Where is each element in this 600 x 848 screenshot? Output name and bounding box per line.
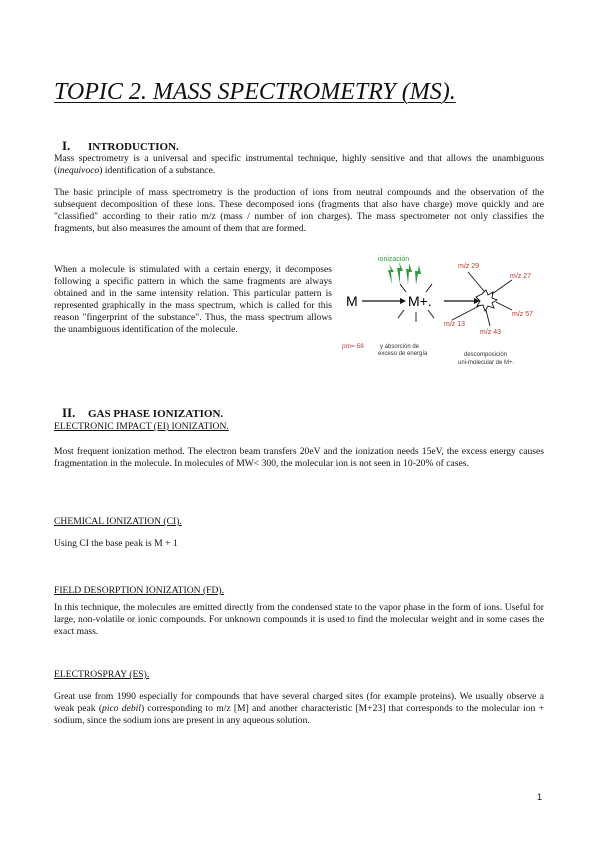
subsection-title-ci: CHEMICAL IONIZATION (CI).: [54, 516, 182, 527]
fragment-arrows: [452, 272, 512, 326]
molecular-ion-label: M+.: [408, 293, 432, 309]
section-title: INTRODUCTION.: [88, 141, 179, 153]
ionization-label: ionización: [378, 256, 410, 263]
absorption-caption-1: y absorción de: [380, 344, 420, 350]
fragment-label-27: m/z 27: [510, 273, 532, 280]
fragment-label-29: m/z 29: [458, 263, 480, 270]
intro-paragraph-2: The basic principle of mass spectrometry is the production of ions from neutral compounds and the observation of the subsequent decomposition of these ions. These decomposed ions (fragments that also have charge) move quickly and are "classified" according to their ratio m/z (mass / number of ion charges). The mass spectrometer not only classifies the fragments, but also measures the amount of them that are formed.: [54, 187, 544, 234]
es-paragraph: [54, 691, 544, 727]
fragment-label-57: m/z 57: [512, 311, 534, 318]
subsection-title-ei: ELECTRONIC IMPACT (EI) IONIZATION.: [54, 421, 229, 432]
absorption-caption-2: exceso de energía: [378, 351, 428, 357]
italic-term: pico debil: [102, 703, 141, 714]
green-arrows-icon: [388, 262, 421, 285]
page-title: TOPIC 2. MASS SPECTROMETRY (MS).: [54, 79, 456, 105]
ei-paragraph: Most frequent ionization method. The electron beam transfers 20eV and the ionization needs 15eV, the excess energy causes fragmentation in the molecule. In molecules of MW< 300, the molecular ion is not seen in 10-20% of cases.: [54, 446, 544, 469]
decomposition-caption-2: uni-molecular de M+.: [458, 360, 515, 366]
text-run: Great use from 1990 especially for compounds that have several charged sites (for example proteins). We usually observe a weak peak (: [54, 691, 544, 714]
section-heading-gas-phase: [62, 406, 223, 421]
section-number: II.: [62, 405, 76, 420]
page-number: 1: [536, 792, 542, 802]
text-run: Mass spectrometry is a universal and specific instrumental technique, highly sensitive and that allows the unambiguous (: [54, 153, 544, 176]
intro-paragraph-1: [54, 153, 544, 177]
subsection-title-es: ELECTROSPRAY (ES).: [54, 669, 150, 680]
decomposition-caption-1: descomposición: [464, 352, 508, 358]
fd-paragraph: In this technique, the molecules are emitted directly from the condensed state to the vapor phase in the form of ions. Useful for large, non-volatile or ionic compounds. For unknown compounds it is used to find the molecular weight and in some cases the exact mass.: [54, 602, 544, 637]
intro-paragraph-3: When a molecule is stimulated with a certain energy, it decomposes following a specific pattern in which the same fragments are always obtained and in the same intensity relation. This particular pattern is represented graphically in the mass spectrum, which is called for this reason "fingerprint of the substance". Thus, the mass spectrum allows the unambiguous identification of the molecule.: [54, 264, 332, 335]
arrow-head-icon: [400, 298, 406, 304]
section-heading-introduction: [62, 139, 179, 154]
italic-term: inequivoco: [57, 165, 100, 176]
fragment-label-43: m/z 43: [480, 329, 502, 336]
text-run: ) identification of a substance.: [99, 165, 216, 176]
text-run: ) corresponding to m/z [M] and another characteristic [M+23] that corresponds to the molecular ion + sodium, since the sodium ions are present in any aqueous solution.: [54, 703, 544, 726]
section-title: GAS PHASE IONIZATION.: [88, 408, 224, 420]
section-number: I.: [62, 138, 71, 153]
fragmentation-diagram: [340, 254, 550, 374]
molecular-weight-label: pm= 58: [342, 343, 364, 350]
subsection-title-fd: FIELD DESORPTION IONIZATION (FD).: [54, 585, 225, 596]
molecule-label: M: [346, 293, 358, 309]
ci-paragraph: Using CI the base peak is M + 1: [54, 538, 178, 549]
fragment-label-13: m/z 13: [444, 321, 466, 328]
